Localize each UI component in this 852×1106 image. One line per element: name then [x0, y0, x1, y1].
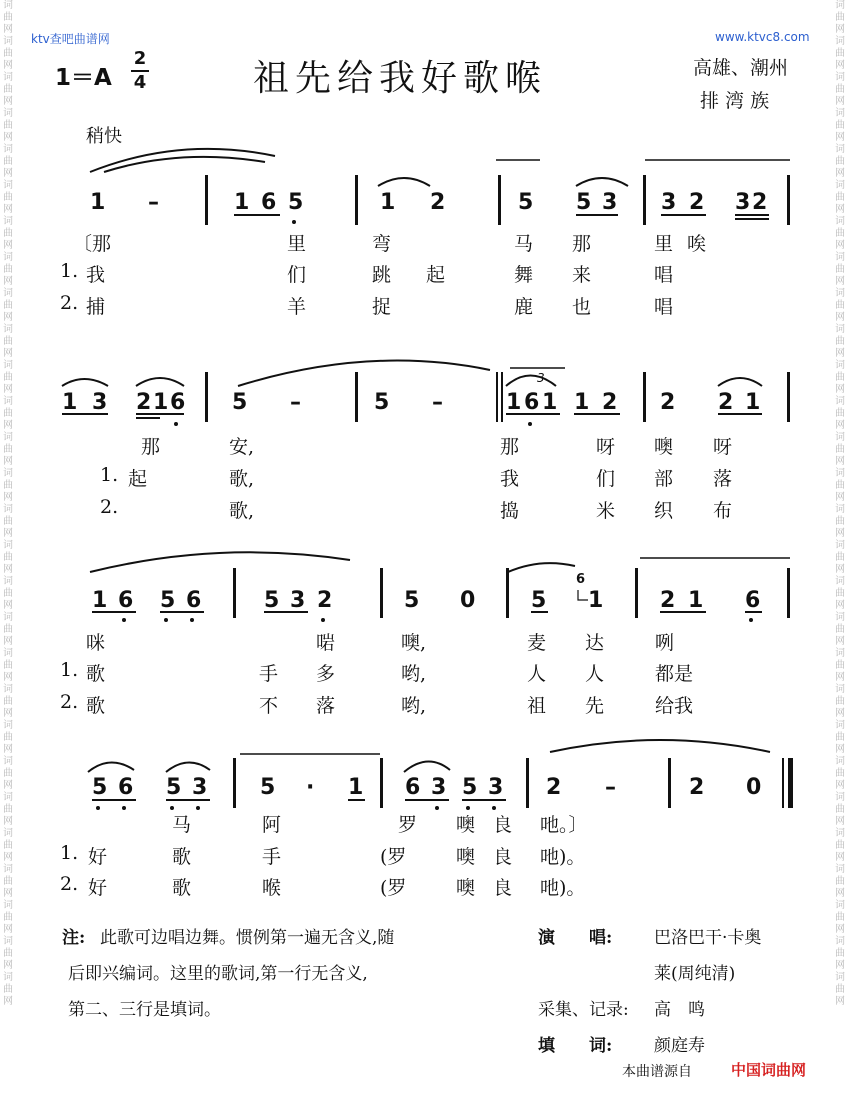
note: 1	[574, 390, 590, 415]
low-octave-dot	[96, 806, 100, 810]
note: 3	[192, 775, 208, 800]
low-octave-dot	[528, 422, 532, 426]
slur	[136, 378, 184, 386]
note: 3	[661, 190, 677, 215]
note-line-2: 后即兴编词。这里的歌词,第一行无含义,	[68, 964, 368, 984]
lyric: 不	[259, 695, 279, 717]
slur	[238, 361, 490, 386]
song-title: 祖先给我好歌喉	[253, 58, 548, 99]
origin-line-2: 排 湾 族	[700, 90, 770, 112]
brand-link[interactable]: 中国词曲网	[731, 1061, 807, 1079]
lyric: 〔那	[73, 233, 112, 255]
origin-line-1: 高雄、潮州	[693, 57, 789, 79]
note: 6	[186, 588, 202, 613]
verse-number: 2.	[60, 292, 79, 314]
lyric: 歌	[172, 877, 192, 899]
note: 1	[688, 588, 704, 613]
lyric: 唱	[654, 296, 674, 318]
lyric: 咧	[655, 632, 675, 654]
slur	[550, 740, 770, 752]
note: 2	[136, 390, 152, 415]
verse-number: 1.	[60, 260, 79, 282]
verse-number: 2.	[60, 873, 79, 895]
lyric: 歌,	[229, 500, 255, 522]
lyric: 们	[287, 264, 307, 286]
note: 5	[576, 190, 592, 215]
lyric: 噢良	[456, 846, 531, 868]
lyric: 好	[88, 846, 108, 868]
lyric: 祖	[527, 695, 547, 717]
slur	[508, 563, 575, 572]
note: 2	[718, 390, 734, 415]
lyric: 呀	[713, 436, 733, 458]
lyric: 都是	[655, 663, 694, 685]
lyric: 噢,	[401, 632, 427, 654]
lyric: 好	[88, 877, 108, 899]
note: 5	[92, 775, 108, 800]
low-octave-dot	[122, 806, 126, 810]
note-label: 注:	[62, 928, 86, 948]
low-octave-dot	[122, 618, 126, 622]
augmentation-dot: ·	[306, 775, 315, 800]
lyric: 咪	[86, 632, 106, 654]
note: –	[148, 190, 159, 215]
lyric: 人	[585, 663, 605, 685]
meter-bottom: 4	[133, 72, 147, 93]
credit-sing: 巴洛巴干·卡奥	[654, 928, 762, 948]
note: 3	[488, 775, 504, 800]
note: 6	[170, 390, 186, 415]
low-octave-dot	[174, 422, 178, 426]
lyric: 唉	[687, 233, 707, 255]
lyric: 吔。〕	[540, 814, 588, 836]
slur	[718, 378, 762, 386]
note: 5	[166, 775, 182, 800]
lyric: 喉	[262, 877, 282, 899]
verse-number: 1.	[100, 464, 119, 486]
lyric: 吔)。	[540, 846, 586, 868]
lyric: 布	[713, 500, 733, 522]
lyric: 那	[141, 436, 161, 458]
slur	[62, 379, 108, 386]
note: 1	[588, 588, 604, 613]
low-octave-dot	[292, 220, 296, 224]
lyric: 也	[572, 296, 592, 318]
lyric: 给我	[655, 695, 694, 717]
note: 2	[660, 588, 676, 613]
low-octave-dot	[170, 806, 174, 810]
note: 2	[430, 190, 446, 215]
note: 1	[62, 390, 78, 415]
lyric: 米	[596, 500, 616, 522]
verse-number: 2.	[60, 691, 79, 713]
low-octave-dot	[190, 618, 194, 622]
lyric: 们	[596, 468, 616, 490]
note: 6	[524, 390, 540, 415]
low-octave-dot	[749, 618, 753, 622]
key-signature: 1＝A	[55, 65, 112, 91]
note-line-3: 第二、三行是填词。	[68, 1000, 221, 1020]
lyric: 手	[262, 846, 282, 868]
note: 5	[374, 390, 390, 415]
note: 2	[689, 190, 705, 215]
note: 6	[261, 190, 277, 215]
note: 3	[431, 775, 447, 800]
site-url[interactable]: www.ktvc8.com	[715, 30, 810, 44]
note: 3	[92, 390, 108, 415]
lyric: 来	[572, 264, 592, 286]
note: 5	[264, 588, 280, 613]
note: 5	[288, 190, 304, 215]
lyric: 捕	[86, 296, 106, 318]
lyric: 起	[426, 264, 446, 286]
note: 1	[348, 775, 364, 800]
lyric: 捉	[372, 296, 392, 318]
verse-number: 1.	[60, 842, 79, 864]
note: 1	[542, 390, 558, 415]
note: 5	[260, 775, 276, 800]
lyric: 落	[713, 468, 733, 490]
low-octave-dot	[492, 806, 496, 810]
lyric: 歌,	[229, 468, 255, 490]
credit-sing-cont: 莱(周纯清)	[654, 964, 736, 984]
lyric: 人	[527, 663, 547, 685]
lyric: 哟,	[401, 663, 427, 685]
note: 1	[745, 390, 761, 415]
lyric: 多	[316, 663, 336, 685]
credit-sing-label: 演 唱:	[538, 928, 613, 948]
lyric: 鹿	[514, 296, 534, 318]
low-octave-dot	[164, 618, 168, 622]
triplet-mark: 3	[537, 371, 545, 385]
lyric: 羊	[287, 296, 307, 318]
lyric: 歌	[172, 846, 192, 868]
lyric: 吔)。	[540, 877, 586, 899]
lyric: 我	[86, 264, 106, 286]
credit-collect-label: 采集、记录:	[538, 1000, 629, 1020]
note: 0	[746, 775, 762, 800]
lyric: 呀	[596, 436, 616, 458]
slur	[90, 552, 350, 572]
note: –	[605, 775, 616, 800]
lyric: 罗	[398, 814, 418, 836]
meter-top: 2	[133, 48, 147, 69]
note: 5	[160, 588, 176, 613]
low-octave-dot	[466, 806, 470, 810]
note: 3	[602, 190, 618, 215]
lyric: 达	[585, 632, 605, 654]
watermark-left: 词曲网词曲网词曲网词曲网词曲网词曲网词曲网词曲网词曲网词曲网词曲网词曲网词曲网词曲网词曲网词曲网词曲网词曲网词曲网词曲网词曲网词曲网词曲网词曲网词曲网词曲网词曲网词曲网	[3, 0, 13, 1007]
lyric: 跳	[372, 264, 392, 286]
lyric: 弯	[372, 233, 392, 255]
note: 1	[380, 190, 396, 215]
note: 2	[660, 390, 676, 415]
site-name[interactable]: ktv查吧曲谱网	[31, 32, 110, 46]
slur	[506, 376, 556, 387]
note: 1	[234, 190, 250, 215]
lyric: 里	[654, 233, 674, 255]
verse-number: 2.	[100, 496, 119, 518]
note: 2	[689, 775, 705, 800]
note: 5	[518, 190, 534, 215]
note: 5	[404, 588, 420, 613]
note: 2	[752, 190, 768, 215]
grace-hook	[578, 590, 588, 600]
lyric: 歌	[86, 695, 106, 717]
note: 1	[90, 190, 106, 215]
lyric: 唱	[654, 264, 674, 286]
lyric: 捣	[500, 500, 520, 522]
lyric: 噢	[654, 436, 674, 458]
note: 3	[735, 190, 751, 215]
verse-number: 1.	[60, 659, 79, 681]
lyric: 起	[128, 468, 148, 490]
tempo-marking: 稍快	[86, 126, 122, 147]
note: 2	[602, 390, 618, 415]
lyric: 哟,	[401, 695, 427, 717]
lyric: 噢良	[456, 814, 531, 836]
note: 5	[232, 390, 248, 415]
note: 6	[405, 775, 421, 800]
lyric: 阿	[262, 814, 282, 836]
note: 2	[546, 775, 562, 800]
lyric: 舞	[514, 264, 534, 286]
watermark-right: 词曲网词曲网词曲网词曲网词曲网词曲网词曲网词曲网词曲网词曲网词曲网词曲网词曲网词曲网词曲网词曲网词曲网词曲网词曲网词曲网词曲网词曲网词曲网词曲网词曲网词曲网词曲网词曲网	[835, 0, 845, 1007]
lyric: 手	[259, 663, 279, 685]
note: 2	[317, 588, 333, 613]
lyric: (罗	[380, 846, 407, 868]
lyric: 那	[572, 233, 592, 255]
lyric: 歌	[86, 663, 106, 685]
note: 1	[92, 588, 108, 613]
note-line-1: 此歌可边唱边舞。惯例第一遍无含义,随	[100, 928, 395, 948]
note: 5	[531, 588, 547, 613]
note: –	[290, 390, 301, 415]
note: 6	[745, 588, 761, 613]
credit-fill: 颜庭寿	[654, 1036, 705, 1056]
lyric: 那	[500, 436, 520, 458]
note: 1	[506, 390, 522, 415]
low-octave-dot	[435, 806, 439, 810]
lyric: 麦	[527, 632, 547, 654]
note: 0	[460, 588, 476, 613]
slur	[166, 762, 210, 772]
lyric: 我	[500, 468, 520, 490]
slur	[378, 178, 430, 186]
lyric: 噢良	[456, 877, 531, 899]
lyric: 马	[172, 814, 192, 836]
low-octave-dot	[321, 618, 325, 622]
credit-fill-label: 填 词:	[538, 1036, 613, 1056]
grace-note: 6	[576, 572, 586, 587]
slur	[576, 178, 628, 186]
note: 1	[153, 390, 169, 415]
slur	[404, 761, 450, 772]
note: 6	[118, 775, 134, 800]
lyric: 啱	[316, 632, 336, 654]
lyric: 织	[654, 500, 674, 522]
credit-collect: 高 鸣	[654, 1000, 705, 1020]
lyric: (罗	[380, 877, 407, 899]
lyric: 马	[514, 233, 534, 255]
lyric: 先	[585, 695, 605, 717]
note: –	[432, 390, 443, 415]
note: 6	[118, 588, 134, 613]
lyric: 安,	[229, 436, 255, 458]
note: 5	[462, 775, 478, 800]
low-octave-dot	[196, 806, 200, 810]
note: 3	[290, 588, 306, 613]
lyric: 里	[287, 233, 307, 255]
source-text: 本曲谱源自	[622, 1064, 692, 1080]
lyric: 部	[654, 468, 674, 490]
lyric: 落	[316, 695, 336, 717]
slur	[88, 762, 134, 772]
